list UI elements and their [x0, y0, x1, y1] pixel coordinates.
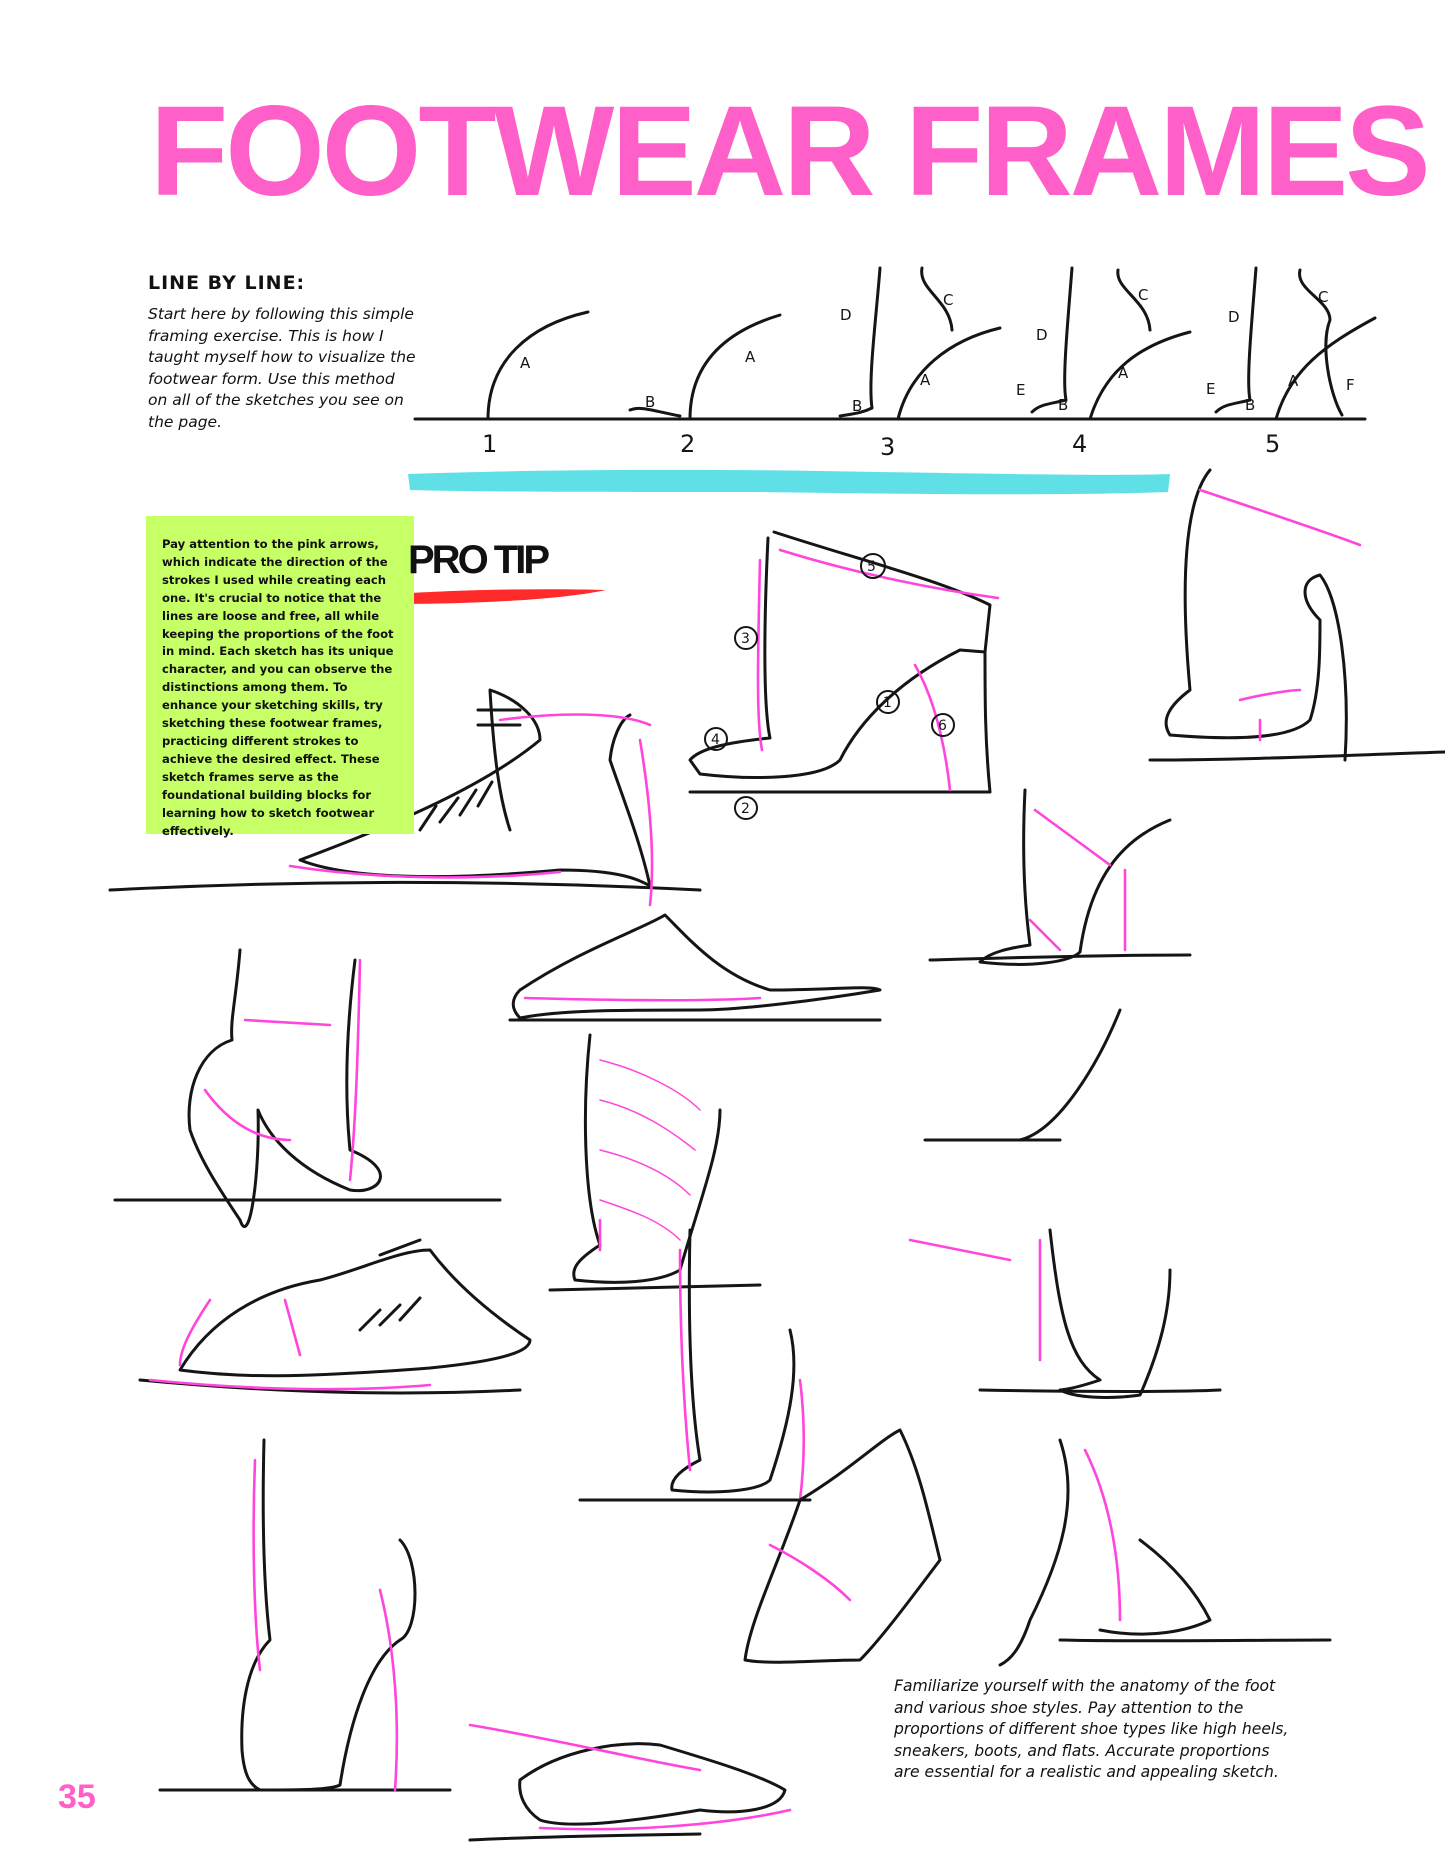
pro-tip-label: PRO TIP — [408, 538, 548, 582]
kitten-heel-sketch — [930, 790, 1190, 964]
step-number-2: 2 — [680, 430, 696, 458]
center-right-stiletto-sketch — [580, 1230, 810, 1500]
right-heels-sketches — [910, 1010, 1330, 1665]
step-label-d: D — [840, 306, 852, 324]
step-label-b: B — [1245, 396, 1256, 414]
stroke-order-3: 3 — [741, 631, 750, 647]
step-label-e: E — [1016, 381, 1026, 399]
stroke-order-2: 2 — [741, 801, 750, 817]
pro-tip-box — [146, 516, 414, 838]
step-label-a: A — [1118, 364, 1129, 382]
step-label-f: F — [1346, 376, 1355, 394]
pro-tip-text: Pay attention to the pink arrows, which indicate the direction of the strokes I used while creating each one. It's crucial to notice that the lines are loose and free, all while keeping the proportions of the foot in mind. Each sketch has its unique character, and you can observe the distinctions among them. To enhance your sketching skills, try sketching these footwear frames, practicing different strokes to achieve the desired effect. These sketch frames serve as the foundational building blocks for learning how to sketch footwear effectively. — [162, 537, 394, 838]
step-label-b: B — [1058, 396, 1069, 414]
step-label-e: E — [1206, 380, 1216, 398]
stiletto-bootie-sketch — [115, 950, 500, 1227]
step-number-4: 4 — [1072, 430, 1088, 458]
mule-sketch — [690, 532, 998, 819]
framing-exercise-steps — [415, 268, 1375, 461]
line-by-line-text: Start here by following this simple framing exercise. This is how I taught myself how to visualize the footwear form. Use this method on all of the sketches you see on the page. — [148, 305, 416, 431]
line-by-line-heading: LINE BY LINE: — [148, 272, 306, 294]
step-label-d: D — [1036, 326, 1048, 344]
step5-curves — [1216, 268, 1375, 419]
step-label-a: A — [1288, 372, 1299, 390]
closing-text: Familiarize yourself with the anatomy of the foot and various shoe styles. Pay attention to the proportions of different shoe types like high heels, sneakers, boots, and flats. Accurate proportions are essential for a realistic and appealing sketch. — [894, 1677, 1289, 1781]
protip-underline — [398, 589, 606, 604]
step-label-d: D — [1228, 308, 1240, 326]
step-number-5: 5 — [1265, 430, 1281, 458]
page-number: 35 — [58, 1778, 96, 1816]
step-label-a: A — [920, 371, 931, 389]
flat-shoe-sketch — [470, 1725, 790, 1840]
step-label-c: C — [1138, 286, 1149, 304]
step-label-c: C — [1318, 288, 1329, 306]
step3-curves — [840, 268, 1000, 419]
pointed-pump-sketch — [510, 915, 880, 1020]
step-label-a: A — [520, 354, 531, 372]
cyan-brush-stroke — [408, 470, 1170, 494]
step-label-b: B — [645, 393, 656, 411]
step1-curve-a — [488, 312, 588, 419]
stroke-order-1: 1 — [883, 695, 892, 711]
stroke-order-4: 4 — [711, 732, 720, 748]
tall-stiletto-sketch — [160, 1440, 450, 1790]
stroke-order-6: 6 — [938, 718, 947, 734]
step4-curves — [1032, 268, 1190, 419]
oxford-sketch — [140, 1240, 530, 1393]
stroke-order-5: 5 — [867, 559, 876, 575]
center-platform-sketch — [550, 1035, 760, 1290]
step-number-3: 3 — [880, 433, 896, 461]
step-label-c: C — [943, 291, 954, 309]
step-label-a: A — [745, 348, 756, 366]
right-stiletto-sketch — [1150, 470, 1445, 760]
step-label-b: B — [852, 397, 863, 415]
page-title: FOOTWEAR FRAMES — [150, 80, 1428, 223]
step-number-1: 1 — [482, 430, 498, 458]
